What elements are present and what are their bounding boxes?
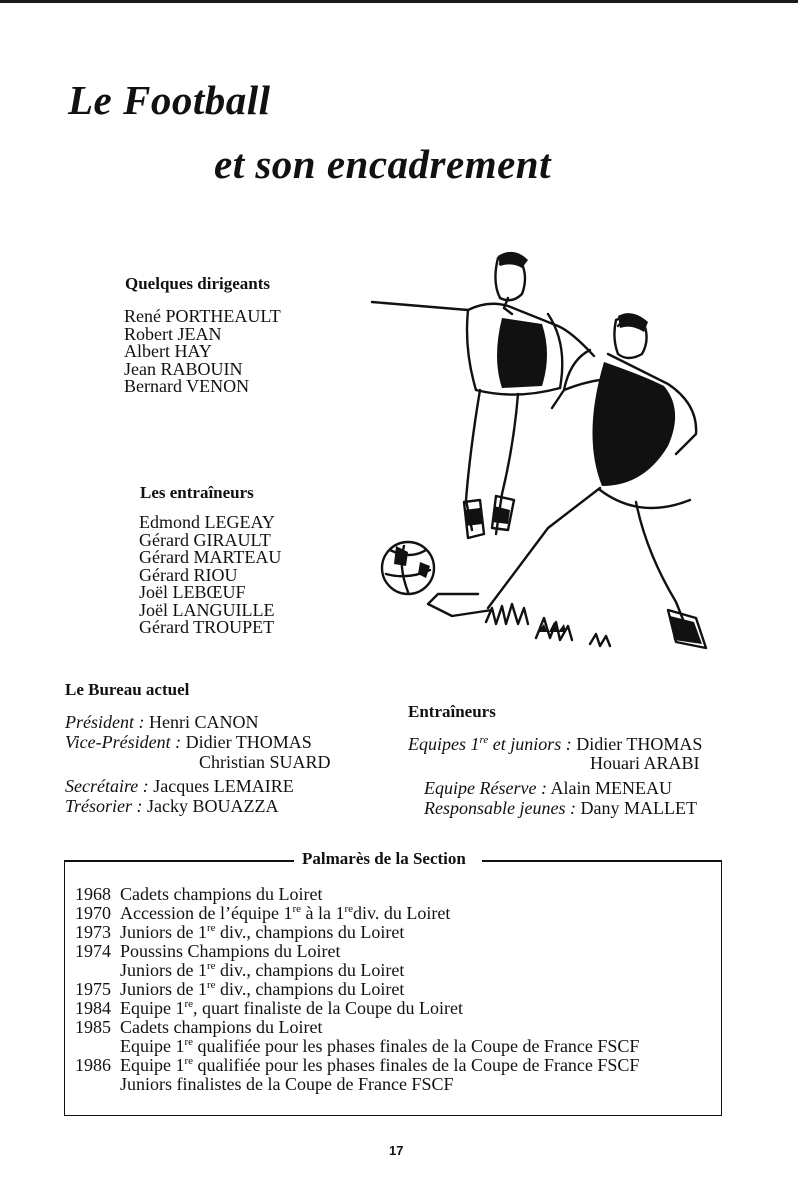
list-item: Gérard TROUPET [139, 617, 275, 637]
entraineurs-list [139, 514, 281, 637]
entraineurs-jeunes [424, 798, 697, 819]
page-title-line-2: et son encadrement [214, 141, 551, 187]
palmares-text [120, 1037, 639, 1056]
palmares-text [120, 1056, 639, 1075]
secretaire-name: Jacques LEMAIRE [153, 776, 294, 796]
equipes-label-b: et juniors : [488, 734, 572, 754]
list-item: Joël LANGUILLE [139, 599, 275, 620]
palmares-text [120, 885, 322, 904]
jeunes-name: Dany MALLET [580, 798, 697, 818]
palmares-entry [75, 923, 639, 942]
palmares-text-part: qualifiée pour les phases finales de la Coupe de France FSCF [193, 1055, 640, 1075]
palmares-text [120, 1018, 322, 1037]
vice-president-name-1: Didier THOMAS [185, 732, 312, 752]
reserve-name: Alain MENEAU [550, 778, 672, 798]
palmares-text-part: div., champions du Loiret [215, 960, 405, 980]
palmares-year: 1968 [75, 884, 111, 904]
palmares-entry [75, 942, 639, 961]
palmares-text-part: qualifiée pour les phases finales de la Coupe de France FSCF [193, 1036, 640, 1056]
list-item: Bernard VENON [124, 376, 250, 396]
bureau-heading: Le Bureau actuel [65, 680, 190, 699]
palmares-superscript: re [344, 903, 354, 915]
equipes-label-sup: re [479, 734, 489, 746]
palmares-year: 1986 [75, 1055, 111, 1075]
palmares-year: 1970 [75, 903, 111, 923]
tresorier-name: Jacky BOUAZZA [147, 796, 279, 816]
palmares-entry [75, 961, 639, 980]
list-item: Gérard GIRAULT [139, 529, 271, 550]
president-label: Président : [65, 712, 145, 732]
palmares-text [120, 942, 341, 961]
palmares-superscript: re [184, 1036, 194, 1048]
palmares-text-part: Equipe 1 [120, 1055, 185, 1075]
palmares-list [75, 885, 639, 1094]
list-item: Edmond LEGEAY [139, 512, 275, 532]
palmares-text-part: div., champions du Loiret [215, 922, 405, 942]
entraineurs-list-heading: Les entraîneurs [140, 483, 254, 502]
palmares-entry [75, 1018, 639, 1037]
palmares-text [120, 999, 463, 1018]
football-players-illustration-icon [368, 250, 718, 675]
palmares-text-part: div., champions du Loiret [215, 979, 405, 999]
list-item: Albert HAY [124, 341, 212, 361]
page-title-line-1: Le Football [68, 77, 271, 123]
palmares-text [120, 1075, 453, 1094]
palmares-text-part: Cadets champions du Loiret [120, 1017, 323, 1037]
palmares-text-part: Cadets champions du Loiret [120, 884, 323, 904]
palmares-text-part: Accession de l’équipe 1 [120, 903, 293, 923]
page-number: 17 [389, 1143, 404, 1158]
entraineurs-reserve [424, 778, 672, 799]
palmares-year: 1974 [75, 941, 111, 961]
palmares-text [120, 904, 450, 923]
palmares-superscript: re [184, 998, 194, 1010]
palmares-text-part: div. du Loiret [353, 903, 451, 923]
palmares-year [75, 1037, 120, 1056]
palmares-text-part: Poussins Champions du Loiret [120, 941, 341, 961]
list-item: René PORTHEAULT [124, 306, 281, 326]
palmares-text-part: Juniors de 1 [120, 979, 207, 999]
list-item: Joël LEBŒUF [139, 582, 246, 602]
vice-president-label: Vice-Président : [65, 732, 182, 752]
equipes-name-2: Houari ARABI [590, 753, 700, 773]
top-rule [0, 0, 798, 3]
list-item: Gérard RIOU [139, 564, 238, 585]
palmares-year: 1984 [75, 998, 111, 1018]
bureau-secretaire [65, 776, 294, 797]
palmares-entry [75, 999, 639, 1018]
list-item: Gérard MARTEAU [139, 547, 282, 567]
palmares-entry [75, 904, 639, 923]
jeunes-label: Responsable jeunes : [424, 798, 576, 818]
palmares-entry [75, 1075, 639, 1094]
palmares-year [75, 961, 120, 980]
secretaire-label: Secrétaire : [65, 776, 149, 796]
palmares-entry [75, 1037, 639, 1056]
palmares-entry [75, 1056, 639, 1075]
palmares-year: 1985 [75, 1017, 111, 1037]
palmares-rule-right [482, 860, 722, 862]
palmares-title: Palmarès de la Section [298, 849, 470, 869]
palmares-year: 1975 [75, 979, 111, 999]
bureau-president [65, 712, 258, 733]
palmares-superscript: re [292, 903, 301, 915]
entraineurs-heading: Entraîneurs [408, 702, 496, 721]
palmares-superscript: re [207, 922, 216, 934]
list-item: Jean RABOUIN [124, 358, 243, 379]
reserve-label: Equipe Réserve : [424, 778, 547, 798]
palmares-text-part: Equipe 1 [120, 998, 185, 1018]
dirigeants-list [124, 308, 281, 396]
palmares-superscript: re [207, 979, 216, 991]
palmares-text [120, 923, 404, 942]
palmares-text-part: Juniors de 1 [120, 960, 207, 980]
palmares-text-part: Juniors finalistes de la Coupe de France FSCF [120, 1074, 454, 1094]
vice-president-name-2: Christian SUARD [199, 752, 331, 772]
president-name: Henri CANON [148, 712, 259, 732]
palmares-year: 1973 [75, 922, 111, 942]
equipes-label [408, 734, 572, 754]
palmares-superscript: re [207, 960, 216, 972]
palmares-text-part: Juniors de 1 [120, 922, 207, 942]
palmares-year [75, 1075, 120, 1094]
bureau-tresorier [65, 796, 279, 817]
palmares-rule-left [64, 860, 294, 862]
palmares-text-part: Equipe 1 [120, 1036, 185, 1056]
dirigeants-heading: Quelques dirigeants [125, 274, 270, 293]
palmares-text [120, 961, 404, 980]
equipes-name-1: Didier THOMAS [576, 734, 703, 754]
palmares-text [120, 980, 404, 999]
bureau-vice-president [65, 732, 312, 753]
entraineurs-equipes [408, 734, 702, 755]
palmares-entry [75, 885, 639, 904]
equipes-label-a: Equipes 1 [408, 734, 480, 754]
palmares-entry [75, 980, 639, 999]
palmares-text-part: à la 1 [301, 903, 345, 923]
palmares-text-part: , quart finaliste de la Coupe du Loiret [193, 998, 463, 1018]
palmares-superscript: re [184, 1055, 194, 1067]
list-item: Robert JEAN [124, 323, 222, 344]
tresorier-label: Trésorier : [65, 796, 143, 816]
